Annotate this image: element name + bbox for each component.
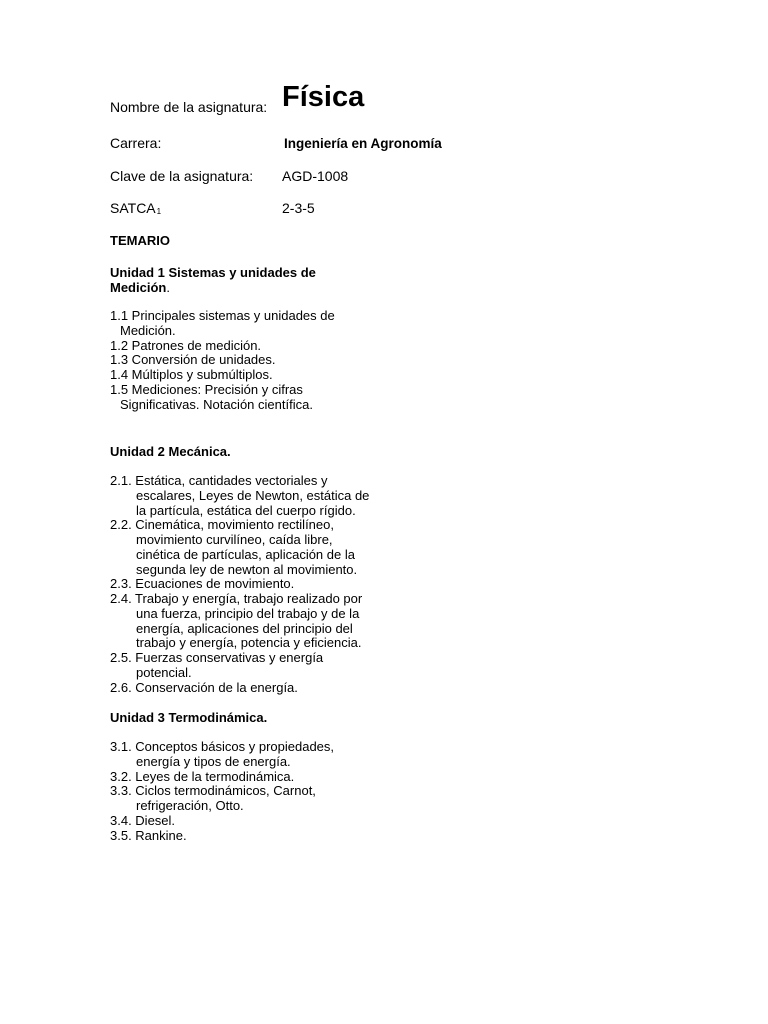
list-item: energía y tipos de energía. (136, 753, 291, 769)
list-item: 2.3. Ecuaciones de movimiento. (110, 576, 295, 592)
list-item: 2.1. Estática, cantidades vectoriales y (110, 473, 328, 488)
list-item: 3.1. Conceptos básicos y propiedades, (110, 739, 335, 754)
list-item: 2.4. Trabajo y energía, trabajo realizado por (110, 591, 363, 606)
list-item: energía, aplicaciones del principio del (136, 620, 353, 636)
list-item: 1.2 Patrones de medición. (110, 337, 262, 353)
list-item: escalares, Leyes de Newton, estática de (136, 487, 370, 503)
career-value: Ingeniería en Agronomía (284, 136, 442, 151)
unit1-title: Unidad 1 Sistemas y unidades de Medición (110, 265, 316, 295)
satca-value: 2-3-5 (282, 200, 315, 216)
list-item: 1.4 Múltiplos y submúltiplos. (110, 367, 273, 382)
unit3-heading: Unidad 3 Termodinámica. (110, 710, 268, 725)
list-item: trabajo y energía, potencia y eficiencia. (136, 635, 362, 651)
course-code-label: Clave de la asignatura: (110, 168, 254, 184)
list-item: potencial. (136, 664, 192, 680)
list-item: refrigeración, Otto. (136, 798, 244, 813)
list-item: la partícula, estática del cuerpo rígido. (136, 502, 356, 518)
satca-footnote-marker: 1 (156, 207, 162, 216)
unit1-heading (110, 265, 350, 295)
course-name-value: Física (282, 81, 365, 113)
unit1-list (110, 309, 335, 412)
list-item: 2.5. Fuerzas conservativas y energía (110, 650, 324, 665)
list-item: movimiento curvilíneo, caída libre, (136, 532, 333, 547)
list-item: 1.1 Principales sistemas y unidades de (110, 308, 335, 323)
list-item: 2.2. Cinemática, movimiento rectilíneo, (110, 517, 334, 533)
unit2-heading: Unidad 2 Mecánica. (110, 444, 231, 459)
satca-label: SATCA (110, 200, 156, 216)
career-label: Carrera: (110, 135, 162, 151)
list-item: una fuerza, principio del trabajo y de la (136, 605, 360, 621)
unit2-list (110, 474, 369, 695)
temario-heading: TEMARIO (110, 233, 170, 248)
list-item: 2.6. Conservación de la energía. (110, 679, 298, 695)
unit1-title-trailing: . (166, 280, 170, 295)
list-item: 3.4. Diesel. (110, 812, 176, 828)
list-item: 1.3 Conversión de unidades. (110, 352, 276, 368)
list-item: cinética de partículas, aplicación de la (136, 546, 355, 562)
satca-label-group (110, 200, 160, 219)
course-name-label: Nombre de la asignatura: (110, 99, 268, 115)
list-item: 3.5. Rankine. (110, 827, 187, 843)
course-code-value: AGD-1008 (282, 168, 349, 184)
list-item: 3.3. Ciclos termodinámicos, Carnot, (110, 783, 316, 799)
list-item: Medición. (120, 322, 176, 338)
unit3-list (110, 740, 334, 843)
list-item: Significativas. Notación científica. (120, 396, 313, 412)
list-item: 3.2. Leyes de la termodinámica. (110, 768, 295, 784)
list-item: 1.5 Mediciones: Precisión y cifras (110, 381, 303, 397)
list-item: segunda ley de newton al movimiento. (136, 561, 358, 577)
